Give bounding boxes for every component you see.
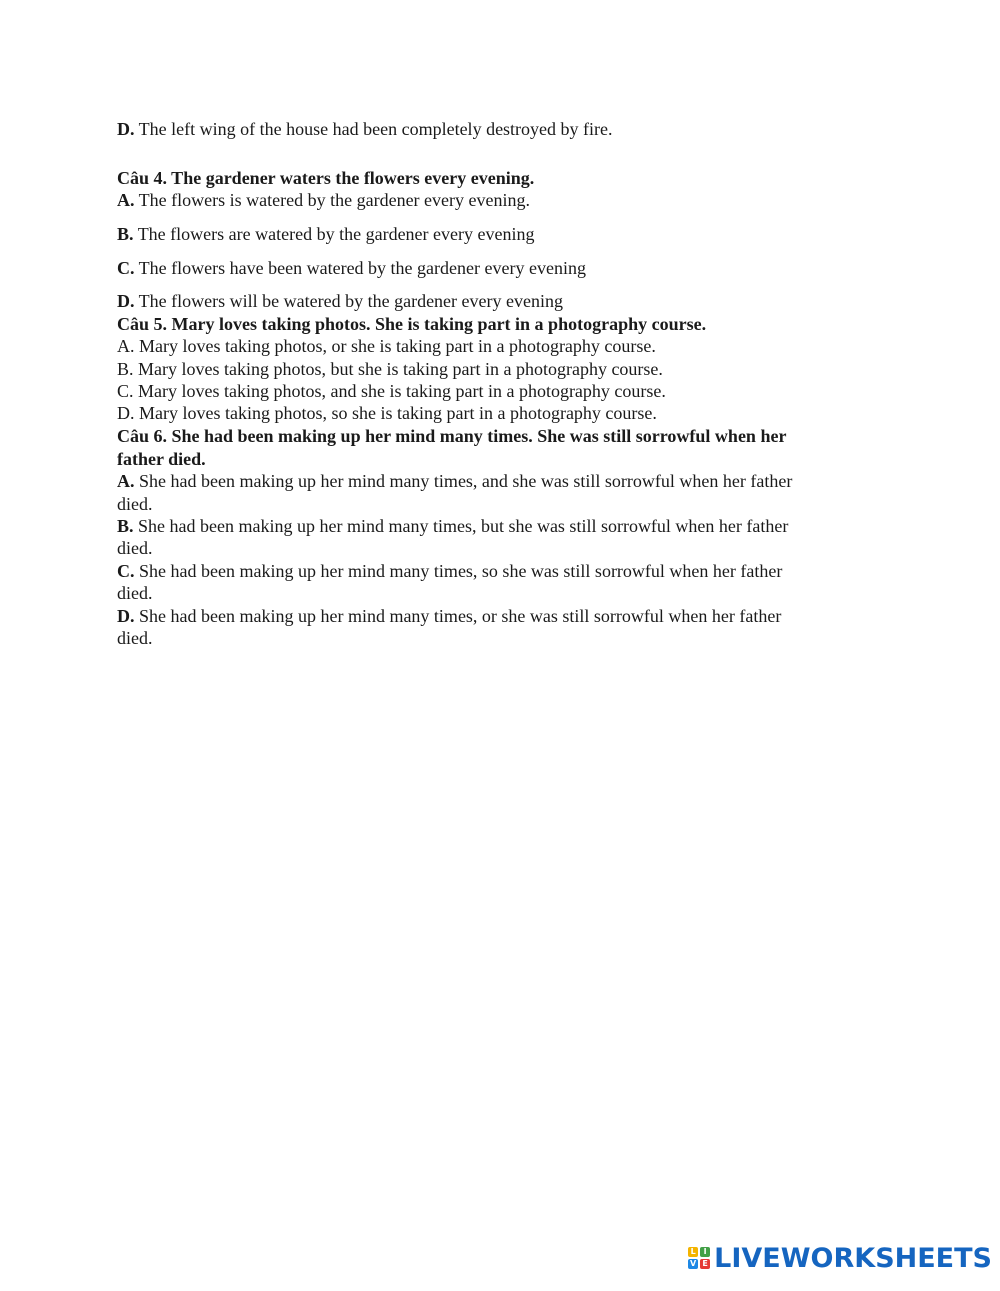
option-text: She had been making up her mind many times, or she was still sorrowful when her father (134, 606, 782, 626)
option-d-q4 (117, 290, 563, 312)
logo-mark-letter: V (690, 1259, 697, 1268)
option-a-q5: A. Mary loves taking photos, or she is taking part in a photography course. (117, 336, 656, 356)
logo-mark-letter: I (700, 1247, 710, 1257)
option-a-q6-cont: died. (117, 494, 153, 514)
option-c-q6-cont: died. (117, 583, 153, 603)
option-label: C. (117, 561, 135, 581)
logo-mark-letter: L (688, 1247, 698, 1257)
option-label: A. (117, 190, 135, 210)
option-c-q4 (117, 257, 586, 279)
option-text: The flowers will be watered by the gardener every evening (134, 291, 563, 311)
option-label: D. (117, 606, 135, 626)
option-label: B. (117, 224, 134, 244)
option-d-q6 (117, 605, 781, 627)
option-text: The flowers are watered by the gardener every evening (133, 224, 535, 244)
option-text: She had been making up her mind many times, but she was still sorrowful when her father (133, 516, 789, 536)
option-b-q5: B. Mary loves taking photos, but she is taking part in a photography course. (117, 359, 663, 379)
option-a-q6 (117, 470, 792, 492)
question-5: Câu 5. Mary loves taking photos. She is taking part in a photography course. (117, 314, 707, 334)
option-text: The flowers have been watered by the gardener every evening (134, 258, 586, 278)
option-text: The flowers is watered by the gardener every evening. (134, 190, 531, 210)
option-b-q4 (117, 223, 535, 245)
question-6-cont: father died. (117, 449, 206, 469)
option-c-q6 (117, 560, 782, 582)
option-text: She had been making up her mind many times, and she was still sorrowful when her father (134, 471, 793, 491)
option-label: A. (117, 471, 135, 491)
question-4: Câu 4. The gardener waters the flowers every evening. (117, 168, 535, 188)
logo-mark-letter: E (700, 1259, 710, 1269)
option-d-q6-cont: died. (117, 628, 153, 648)
question-6: Câu 6. She had been making up her mind many times. She was still sorrowful when her (117, 426, 787, 446)
option-text: She had been making up her mind many times, so she was still sorrowful when her father (134, 561, 783, 581)
option-text: The left wing of the house had been completely destroyed by fire. (134, 119, 613, 139)
option-d-q3 (117, 118, 613, 140)
option-label: D. (117, 119, 135, 139)
option-b-q6 (117, 515, 788, 537)
option-b-q6-cont: died. (117, 538, 153, 558)
option-label: D. (117, 291, 135, 311)
liveworksheets-logo (688, 1242, 992, 1274)
option-label: C. (117, 258, 135, 278)
option-c-q5: C. Mary loves taking photos, and she is taking part in a photography course. (117, 381, 666, 401)
option-label: B. (117, 516, 134, 536)
option-a-q4 (117, 189, 530, 211)
logo-mark-icon (688, 1247, 710, 1269)
logo-text: LIVEWORKSHEETS (714, 1242, 992, 1274)
option-d-q5: D. Mary loves taking photos, so she is taking part in a photography course. (117, 403, 657, 423)
